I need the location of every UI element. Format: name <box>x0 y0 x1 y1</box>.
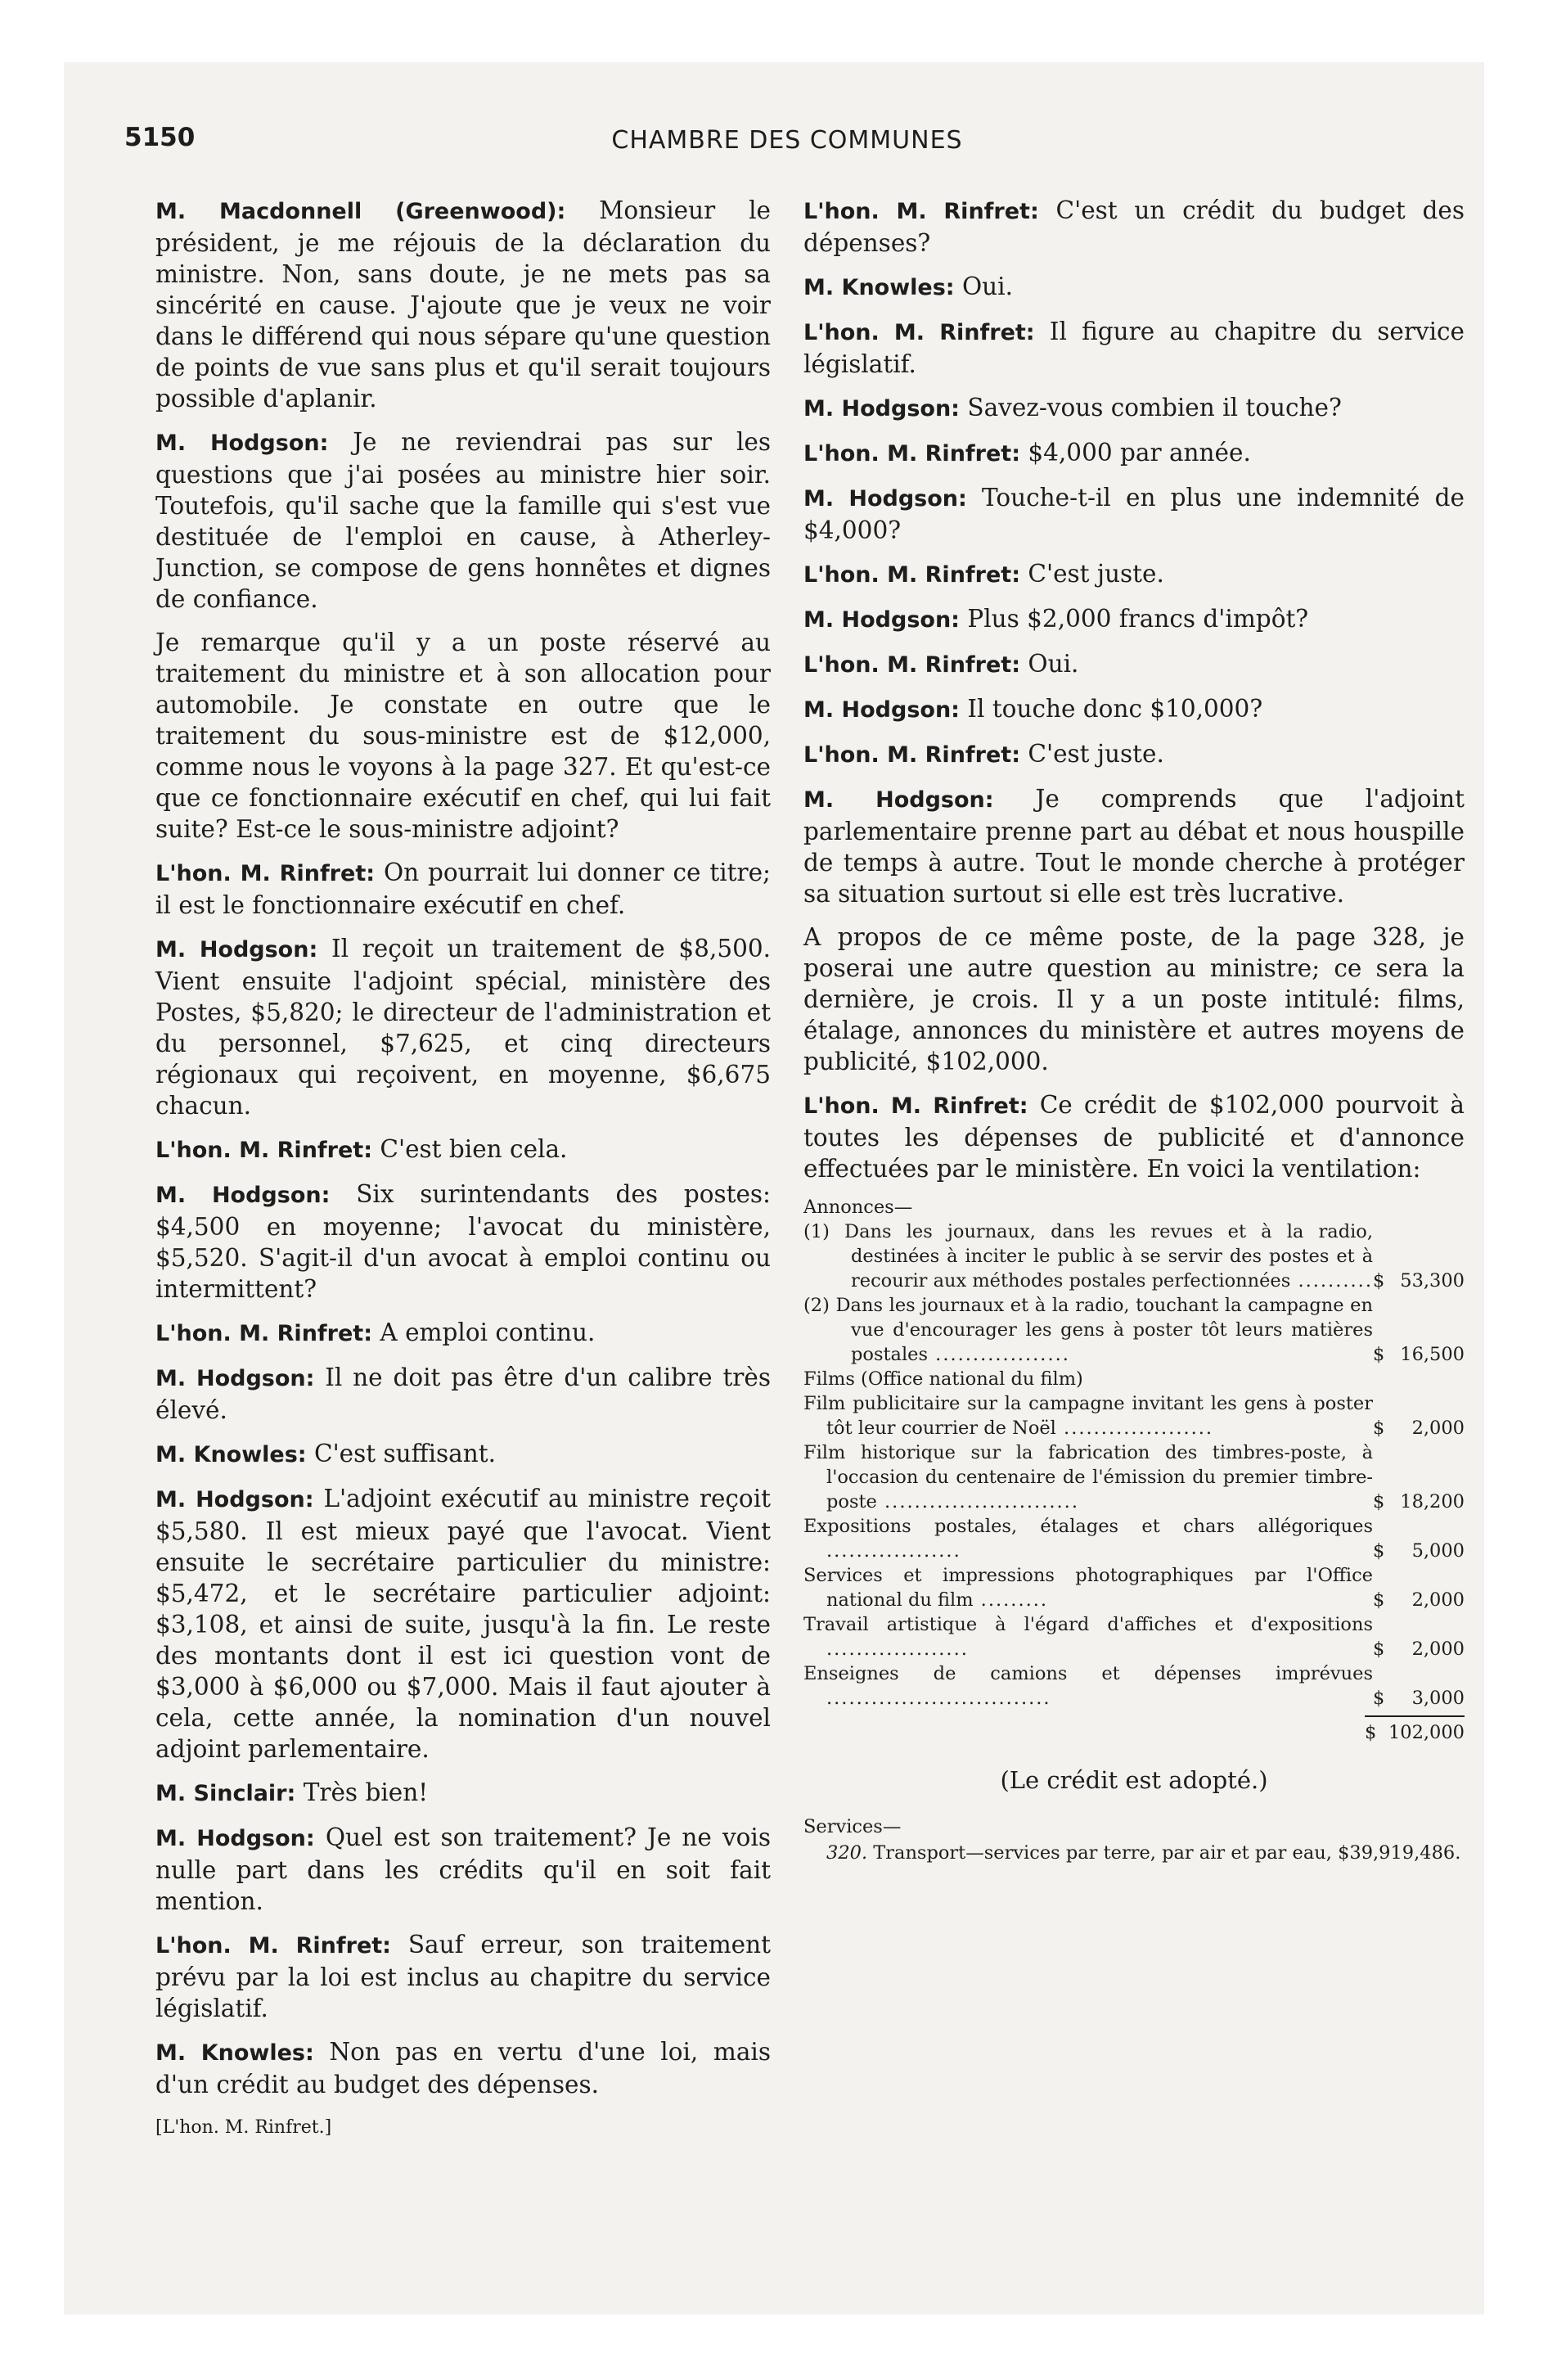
speech-text: C'est bien cela. <box>380 1135 568 1163</box>
speech-text: Il figure au chapitre du service législatif. <box>803 318 1465 378</box>
paragraph <box>803 783 1465 909</box>
budget-item-currency: $ <box>1373 1270 1385 1291</box>
budget-item-label: (2) Dans les journaux et à la radio, touchant la campagne en vue d'encourager les gens à poster tôt leurs matières postales .................. <box>803 1295 1373 1365</box>
speaker-name: M. Knowles: <box>155 2040 314 2066</box>
total-currency: $ <box>1365 1722 1377 1743</box>
speech-text: C'est juste. <box>1028 740 1164 768</box>
speaker-name: M. Macdonnell (Greenwood): <box>155 199 566 224</box>
speech-text: Oui. <box>962 273 1013 300</box>
paragraph <box>155 1317 771 1350</box>
vote-text: Transport—services par terre, par air et par eau, $39,919,486. <box>873 1842 1461 1864</box>
vote-adopted-note: (Le crédit est adopté.) <box>1000 1766 1268 1794</box>
speaker-name: M. Hodgson: <box>803 787 994 813</box>
budget-item-label: Travail artistique à l'égard d'affiches et d'expositions ................... <box>803 1614 1373 1660</box>
paragraph <box>803 738 1465 771</box>
speaker-name: L'hon. M. Rinfret: <box>803 320 1035 345</box>
speaker-name: M. Hodgson: <box>155 937 318 962</box>
paragraph <box>155 1929 771 2024</box>
speaker-name: M. Sinclair: <box>155 1781 296 1806</box>
total-amount: 102,000 <box>1388 1722 1465 1743</box>
speaker-name: L'hon. M. Rinfret: <box>803 199 1039 224</box>
left-column <box>155 195 771 2143</box>
speaker-name: L'hon. M. Rinfret: <box>155 861 376 886</box>
speaker-name: M. Knowles: <box>803 275 955 300</box>
speech-text: Il ne doit pas être d'un calibre très élevé. <box>155 1364 771 1424</box>
budget-item-amount: 16,500 <box>1400 1344 1465 1365</box>
budget-item-amount: 18,200 <box>1400 1491 1465 1512</box>
budget-item-amount: 53,300 <box>1400 1270 1465 1291</box>
speaker-name: L'hon. M. Rinfret: <box>803 1093 1028 1119</box>
budget-item-currency: $ <box>1373 1589 1385 1611</box>
paragraph <box>803 1089 1465 1184</box>
budget-item-currency: $ <box>1373 1491 1385 1512</box>
page-number: 5150 <box>124 123 196 152</box>
speech-text: Je ne reviendrai pas sur les questions que j'ai posées au ministre hier soir. Toutefois, qu'il sache que la famille qui s'est vue destituée de l'emploi en cause, à Atherley-Junction, se compose de gens honnêtes et dignes de confiance. <box>155 428 771 613</box>
speech-text: Six surintendants des postes: $4,500 en moyenne; l'avocat du ministère, $5,520. S'agit-il d'un avocat à emploi continu ou intermittent? <box>155 1180 771 1303</box>
running-title: CHAMBRE DES COMMUNES <box>611 126 963 155</box>
services-label: Services— <box>803 1816 902 1837</box>
budget-line-item <box>803 1514 1465 1563</box>
paragraph <box>155 1822 771 1917</box>
speech-text: Très bien! <box>303 1778 429 1806</box>
speech-text: A propos de ce même poste, de la page 328, je poserai une autre question au ministre; ce sera la dernière, je crois. Il y a un poste intitulé: films, étalage, annonces du ministère et autres moyens de publicité, $102,000. <box>803 923 1465 1075</box>
budget-line-item <box>803 1612 1465 1661</box>
paragraph <box>803 603 1465 636</box>
speaker-name: M. Hodgson: <box>155 1826 315 1851</box>
budget-item-amount: 2,000 <box>1411 1418 1465 1439</box>
speech-text: Je remarque qu'il y a un poste réservé au traitement du ministre et à son allocation pour automobile. Je constate en outre que le traitement du sous-ministre est de $12,000, comme nous le voyons à la page 327. Et qu'est-ce que ce fonctionnaire exécutif en chef, qui lui fait suite? Est-ce le sous-ministre adjoint? <box>155 629 771 843</box>
page-header <box>124 123 1450 172</box>
speech-text: Je comprends que l'adjoint parlementaire prenne part au débat et nous houspille de temps à autre. Tout le monde cherche à protéger sa situation surtout si elle est très lucrative. <box>803 785 1465 908</box>
budget-line-item <box>803 1440 1465 1514</box>
paragraph <box>803 922 1465 1077</box>
budget-line-item <box>803 1293 1465 1367</box>
speech-text: Il reçoit un traitement de $8,500. Vient ensuite l'adjoint spécial, ministère des Postes, $5,820; le directeur de l'administration et du personnel, $7,625, et cinq directeurs régionaux qui reçoivent, en moyenne, $6,675 chacun. <box>155 935 771 1120</box>
speaker-name: M. Hodgson: <box>155 430 329 456</box>
budget-line-item <box>803 1563 1465 1612</box>
budget-item-currency: $ <box>1373 1540 1385 1562</box>
speech-text: Touche-t-il en plus une indemnité de $4,000? <box>803 484 1465 544</box>
budget-item-label: Enseignes de camions et dépenses imprévues .............................. <box>803 1663 1373 1709</box>
paragraph <box>155 1134 771 1166</box>
speaker-name: M. Hodgson: <box>155 1487 314 1512</box>
speaker-name: M. Knowles: <box>155 1442 307 1467</box>
budget-item-currency: $ <box>1373 1688 1385 1709</box>
right-column <box>803 195 1465 1866</box>
speaker-name: M. Hodgson: <box>803 607 960 633</box>
speech-text: Ce crédit de $102,000 pourvoit à toutes les dépenses de publicité et d'annonce effectuées par le ministère. En voici la ventilation: <box>803 1091 1465 1183</box>
budget-item-label: Services et impressions photographiques par l'Office national du film ......... <box>803 1565 1373 1611</box>
speaker-name: L'hon. M. Rinfret: <box>803 562 1020 588</box>
speech-text: Savez-vous combien il touche? <box>967 394 1342 421</box>
speaker-name: L'hon. M. Rinfret: <box>803 441 1020 467</box>
paragraph <box>155 1777 771 1810</box>
speaker-name: L'hon. M. Rinfret: <box>155 1138 372 1163</box>
paragraph <box>155 426 771 615</box>
speech-text: $4,000 par année. <box>1028 439 1251 467</box>
services-section <box>803 1814 1465 1866</box>
speaker-footer-reference: [L'hon. M. Rinfret.] <box>155 2117 332 2138</box>
vote-line <box>803 1840 1465 1866</box>
budget-total <box>803 1720 1465 1745</box>
paragraph <box>803 271 1465 304</box>
paragraph <box>155 2036 771 2100</box>
budget-item-currency: $ <box>1373 1639 1385 1660</box>
budget-item-label: Expositions postales, étalages et chars allégoriques .................. <box>803 1516 1373 1562</box>
speaker-name: M. Hodgson: <box>155 1183 331 1208</box>
paragraph <box>803 558 1465 591</box>
speech-text: C'est un crédit du budget des dépenses? <box>803 196 1465 257</box>
speech-text: Monsieur le président, je me réjouis de la déclaration du ministre. Non, sans doute, je ne mets pas sa sincérité en cause. J'ajoute que je veux ne voir dans le différend qui nous sépare qu'une question de points de vue sans plus et qu'il serait toujours possible d'aplanir. <box>155 196 771 412</box>
speaker-name: M. Hodgson: <box>803 486 967 512</box>
speech-text: Il touche donc $10,000? <box>967 695 1263 723</box>
budget-item-amount: 5,000 <box>1411 1540 1465 1562</box>
paragraph <box>155 195 771 414</box>
vote-number: 320. <box>826 1842 868 1864</box>
paragraph <box>803 437 1465 470</box>
speaker-name: M. Hodgson: <box>155 1366 315 1391</box>
paragraph <box>803 392 1465 425</box>
budget-item-currency: $ <box>1373 1344 1385 1365</box>
budget-line-item <box>803 1367 1465 1391</box>
paragraph <box>155 1179 771 1305</box>
budget-item-amount: 2,000 <box>1411 1639 1465 1660</box>
speech-text: A emploi continu. <box>380 1318 596 1346</box>
paragraph <box>803 648 1465 681</box>
budget-section-label: Annonces— <box>803 1197 913 1218</box>
speech-text: Oui. <box>1028 650 1079 678</box>
speech-text: Plus $2,000 francs d'impôt? <box>967 605 1309 633</box>
budget-line-item <box>803 1661 1465 1711</box>
paragraph <box>155 933 771 1121</box>
speech-text: Non pas en vertu d'une loi, mais d'un crédit au budget des dépenses. <box>155 2038 771 2098</box>
speaker-name: L'hon. M. Rinfret: <box>803 652 1020 678</box>
budget-item-label: Film publicitaire sur la campagne invitant les gens à poster tôt leur courrier de Noël .................... <box>803 1393 1373 1439</box>
budget-item-currency: $ <box>1373 1418 1385 1439</box>
budget-item-label: Films (Office national du film) <box>803 1368 1083 1390</box>
speech-text: Quel est son traitement? Je ne vois nulle part dans les crédits qu'il en soit fait mention. <box>155 1823 771 1915</box>
speaker-name: M. Hodgson: <box>803 697 960 723</box>
speech-text: Sauf erreur, son traitement prévu par la loi est inclus au chapitre du service législatif. <box>155 1931 771 2022</box>
budget-item-amount: 3,000 <box>1411 1688 1465 1709</box>
paragraph <box>803 693 1465 726</box>
budget-line-item <box>803 1219 1465 1293</box>
paragraph <box>803 316 1465 380</box>
speaker-name: M. Hodgson: <box>803 396 960 421</box>
speaker-name: L'hon. M. Rinfret: <box>155 1933 391 1959</box>
budget-item-label: (1) Dans les journaux, dans les revues et à la radio, destinées à inciter le public à se servir des postes et à recourir aux méthodes postales perfectionnées .......... <box>803 1221 1373 1291</box>
paragraph <box>155 1483 771 1765</box>
paragraph <box>155 1438 771 1471</box>
total-rule <box>1365 1715 1465 1717</box>
speech-text: C'est suffisant. <box>314 1440 496 1467</box>
speaker-name: L'hon. M. Rinfret: <box>803 742 1020 768</box>
paragraph <box>155 627 771 845</box>
speaker-name: L'hon. M. Rinfret: <box>155 1321 372 1346</box>
speech-text: C'est juste. <box>1028 560 1164 588</box>
paragraph <box>155 857 771 921</box>
paragraph <box>155 1362 771 1426</box>
speech-text: L'adjoint exécutif au ministre reçoit $5,580. Il est mieux payé que l'avocat. Vient ensuite le secrétaire particulier du ministre: $5,472, et le secrétaire particulier adjoint: $3,108, et ainsi de suite, jusqu'à la fin. Le reste des montants dont il est ici question vont de $3,000 à $6,000 ou $7,000. Mais il faut ajouter à cela, cette année, la nomination d'un nouvel adjoint parlementaire. <box>155 1485 771 1763</box>
speech-text: On pourrait lui donner ce titre; il est le fonctionnaire exécutif en chef. <box>155 859 771 919</box>
paragraph <box>803 482 1465 546</box>
budget-item-label: Film historique sur la fabrication des timbres-poste, à l'occasion du centenaire de l'émission du premier timbre-poste .......................... <box>803 1442 1373 1512</box>
paragraph <box>803 195 1465 259</box>
budget-line-item <box>803 1391 1465 1440</box>
budget-breakdown <box>803 1195 1465 1745</box>
budget-item-amount: 2,000 <box>1411 1589 1465 1611</box>
